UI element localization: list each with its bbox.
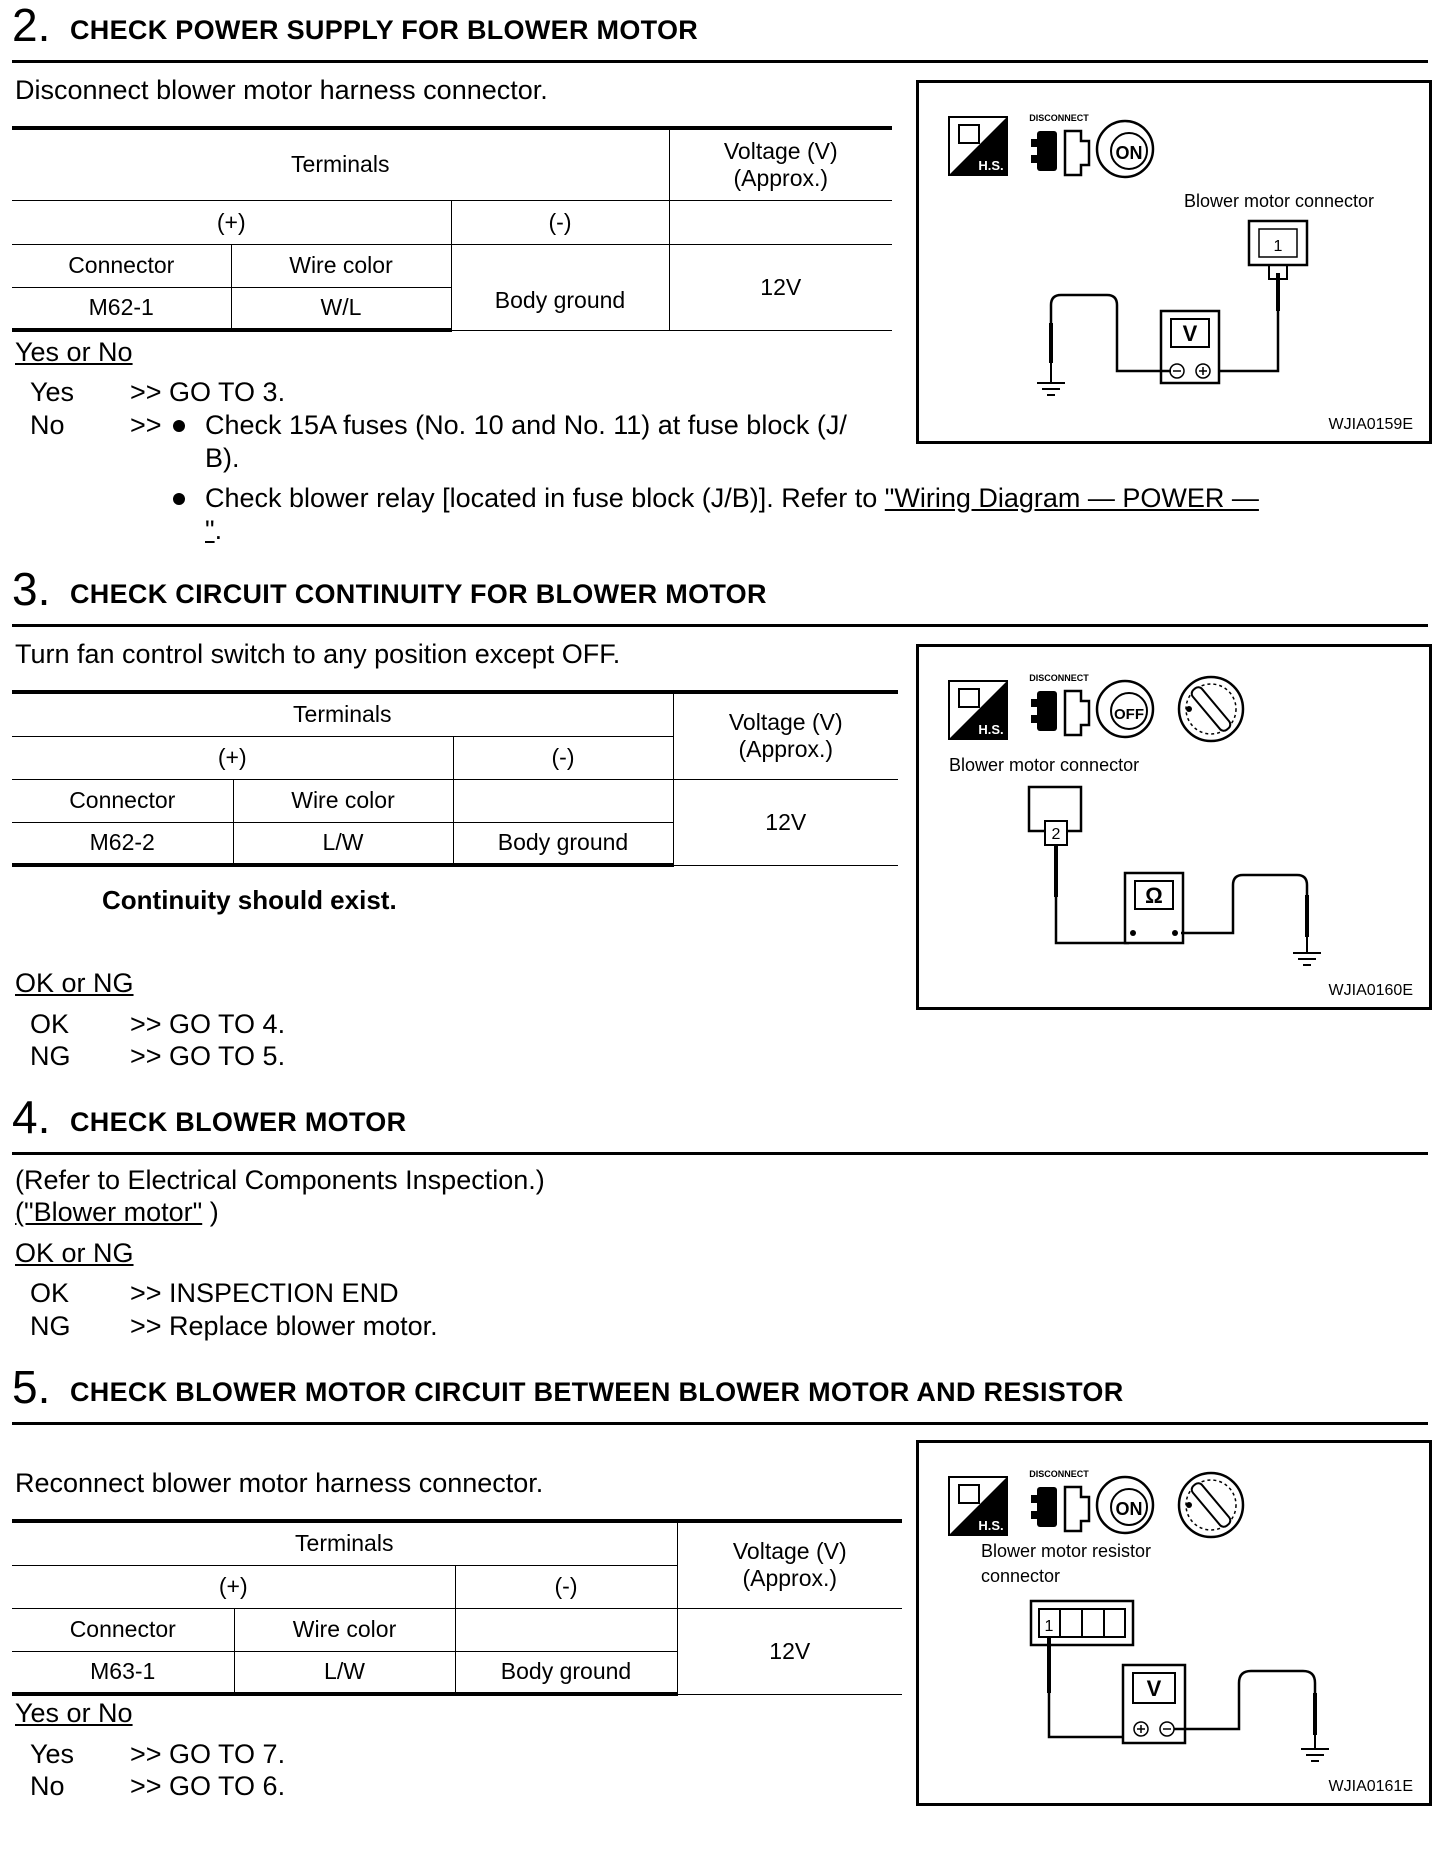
step-title: CHECK BLOWER MOTOR: [70, 1107, 407, 1137]
svg-text:2: 2: [1051, 826, 1061, 843]
step-2-result-label: Yes or No: [15, 337, 133, 367]
voltage-cell: 12V: [677, 1608, 902, 1694]
svg-text:ON: ON: [1115, 1499, 1143, 1519]
no-bullet-1-line-1: Check 15A fuses (No. 10 and No. 11) at fuse block (J/: [205, 410, 847, 440]
plus-header: (+): [12, 736, 453, 779]
step-4-instruction: (Refer to Electrical Components Inspection.): [15, 1165, 545, 1195]
ground-cell: Body ground: [455, 1651, 677, 1694]
step-number: 5.: [12, 1361, 51, 1413]
step-2-terminal-table: [12, 126, 892, 332]
voltage-header: Voltage (V) (Approx.): [669, 128, 892, 200]
voltage-header: Voltage (V) (Approx.): [677, 1521, 902, 1608]
connector-cell: M63-1: [12, 1651, 234, 1694]
bullet-icon: [173, 493, 185, 505]
svg-text:1: 1: [1273, 238, 1283, 255]
step-4-header: [12, 1092, 1428, 1155]
ground-symbol: [1037, 383, 1065, 395]
blower-motor-reference: ("Blower motor" ): [15, 1197, 219, 1227]
ignition-off-icon: [1097, 681, 1153, 737]
ground-symbol: [1301, 1749, 1329, 1761]
step-title: CHECK POWER SUPPLY FOR BLOWER MOTOR: [70, 15, 699, 45]
connector-cell: M62-2: [12, 822, 233, 865]
svg-text:DISCONNECT: DISCONNECT: [1029, 673, 1089, 683]
result-ng-action: >> GO TO 5.: [130, 1041, 286, 1071]
figure-label: Blower motor connector: [949, 755, 1140, 775]
wire-color-header: Wire color: [233, 779, 453, 822]
result-ng-action: >> Replace blower motor.: [130, 1311, 438, 1341]
step-title: CHECK CIRCUIT CONTINUITY FOR BLOWER MOTOR: [70, 579, 767, 609]
figure-wjia0159e: [916, 80, 1432, 444]
svg-text:V: V: [1146, 1676, 1162, 1701]
figure-label-line-2: connector: [981, 1566, 1061, 1586]
result-ok-label: OK: [30, 1009, 70, 1039]
ignition-on-icon: [1097, 121, 1153, 177]
step-2-instruction: Disconnect blower motor harness connector.: [15, 75, 548, 105]
result-ok-label: OK: [30, 1278, 70, 1308]
step-4-result-label: OK or NG: [15, 1238, 134, 1268]
svg-text:DISCONNECT: DISCONNECT: [1029, 113, 1089, 123]
ignition-on-icon: [1097, 1477, 1153, 1533]
disconnect-icon: [1029, 1469, 1089, 1531]
result-ng-label: NG: [30, 1041, 71, 1071]
ground-cell: Body ground: [451, 244, 669, 330]
disconnect-icon: [1029, 113, 1089, 175]
result-ok-action: >> GO TO 4.: [130, 1009, 286, 1039]
hs-icon: [949, 681, 1007, 739]
result-no-label: No: [30, 410, 65, 440]
step-3-instruction: Turn fan control switch to any position except OFF.: [15, 639, 621, 669]
ground-cell: Body ground: [453, 822, 673, 865]
blower-motor-link[interactable]: ("Blower motor": [15, 1197, 203, 1227]
step-number: 3.: [12, 563, 51, 615]
plus-header: (+): [12, 200, 451, 244]
wire-color-header: Wire color: [234, 1608, 455, 1651]
step-5-result-label: Yes or No: [15, 1698, 133, 1728]
figure-label: Blower motor connector: [1183, 191, 1375, 211]
result-ng-label: NG: [30, 1311, 71, 1341]
svg-text:H.S.: H.S.: [978, 1518, 1004, 1533]
result-no-label: No: [30, 1771, 65, 1801]
fan-control-switch-icon: [1179, 1473, 1243, 1537]
result-ok-action: >> INSPECTION END: [130, 1278, 399, 1308]
connector-header: Connector: [12, 244, 231, 287]
result-no-action: >> GO TO 6.: [130, 1771, 286, 1801]
ground-symbol: [1293, 953, 1321, 965]
svg-text:1: 1: [1044, 1618, 1054, 1635]
result-yes-label: Yes: [30, 377, 75, 407]
wire-color-cell: W/L: [231, 287, 451, 330]
svg-text:H.S.: H.S.: [978, 722, 1004, 737]
step-3-result-label: OK or NG: [15, 968, 134, 998]
figure-wjia0160e: [916, 644, 1432, 1010]
no-bullet-2: Check blower relay [located in fuse block (J/B)]. Refer to "Wiring Diagram — POWER —: [205, 483, 1259, 513]
wire-color-cell: L/W: [233, 822, 453, 865]
no-bullet-2-line-2: ".: [205, 515, 223, 545]
step-5-instruction: Reconnect blower motor harness connector.: [15, 1468, 544, 1498]
voltage-cell: 12V: [669, 244, 892, 330]
figure-id: WJIA0160E: [1328, 982, 1413, 999]
voltage-cell: 12V: [673, 779, 898, 865]
wire-color-header: Wire color: [231, 244, 451, 287]
svg-text:ON: ON: [1115, 143, 1143, 163]
fan-control-switch-icon: [1179, 677, 1243, 741]
connector-cell: M62-1: [12, 287, 231, 330]
svg-text:DISCONNECT: DISCONNECT: [1029, 1469, 1089, 1479]
hs-icon: [949, 117, 1007, 175]
minus-header: (-): [453, 736, 673, 779]
terminals-header: Terminals: [12, 128, 669, 200]
wiring-diagram-power-link[interactable]: "Wiring Diagram — POWER —: [884, 483, 1259, 513]
step-title: CHECK BLOWER MOTOR CIRCUIT BETWEEN BLOWER MOTOR AND RESISTOR: [70, 1377, 1124, 1407]
voltmeter: [1123, 1665, 1185, 1743]
step-number: 4.: [12, 1091, 51, 1143]
svg-text:OFF: OFF: [1114, 706, 1144, 723]
terminals-header: Terminals: [12, 1521, 677, 1565]
step-5-terminal-table: [12, 1519, 902, 1696]
result-no-action: >>: [130, 410, 162, 440]
resistor-connector-symbol: [1031, 1601, 1133, 1645]
wiring-diagram-power-link-end[interactable]: ": [205, 515, 215, 545]
figure-id: WJIA0161E: [1328, 1778, 1413, 1795]
ohmmeter: [1125, 873, 1183, 943]
svg-text:Ω: Ω: [1145, 883, 1163, 908]
voltage-header: Voltage (V) (Approx.): [673, 692, 898, 779]
minus-header: (-): [451, 200, 669, 244]
plus-header: (+): [12, 1565, 455, 1608]
result-yes-action: >> GO TO 7.: [130, 1739, 286, 1769]
wire-color-cell: L/W: [234, 1651, 455, 1694]
connector-symbol: [1029, 787, 1081, 845]
svg-text:V: V: [1182, 321, 1198, 346]
step-3-terminal-table: [12, 690, 898, 867]
minus-header: (-): [455, 1565, 677, 1608]
figure-id: WJIA0159E: [1328, 416, 1413, 433]
bullet-icon: [173, 420, 185, 432]
figure-wjia0161e: [916, 1440, 1432, 1806]
disconnect-icon: [1029, 673, 1089, 735]
figure-label-line-1: Blower motor resistor: [981, 1541, 1152, 1561]
step-5-header: [12, 1362, 1428, 1425]
result-yes-action: >> GO TO 3.: [130, 377, 286, 407]
result-yes-label: Yes: [30, 1739, 75, 1769]
connector-symbol: [1249, 221, 1307, 279]
step-number: 2.: [12, 0, 51, 51]
no-bullet-1-line-2: B).: [205, 443, 240, 473]
continuity-note: Continuity should exist.: [102, 885, 397, 915]
connector-header: Connector: [12, 779, 233, 822]
step-2-header: [12, 0, 1428, 63]
hs-icon: [949, 1477, 1007, 1535]
terminals-header: Terminals: [12, 692, 673, 736]
step-3-header: [12, 564, 1428, 627]
svg-text:H.S.: H.S.: [978, 158, 1004, 173]
connector-header: Connector: [12, 1608, 234, 1651]
